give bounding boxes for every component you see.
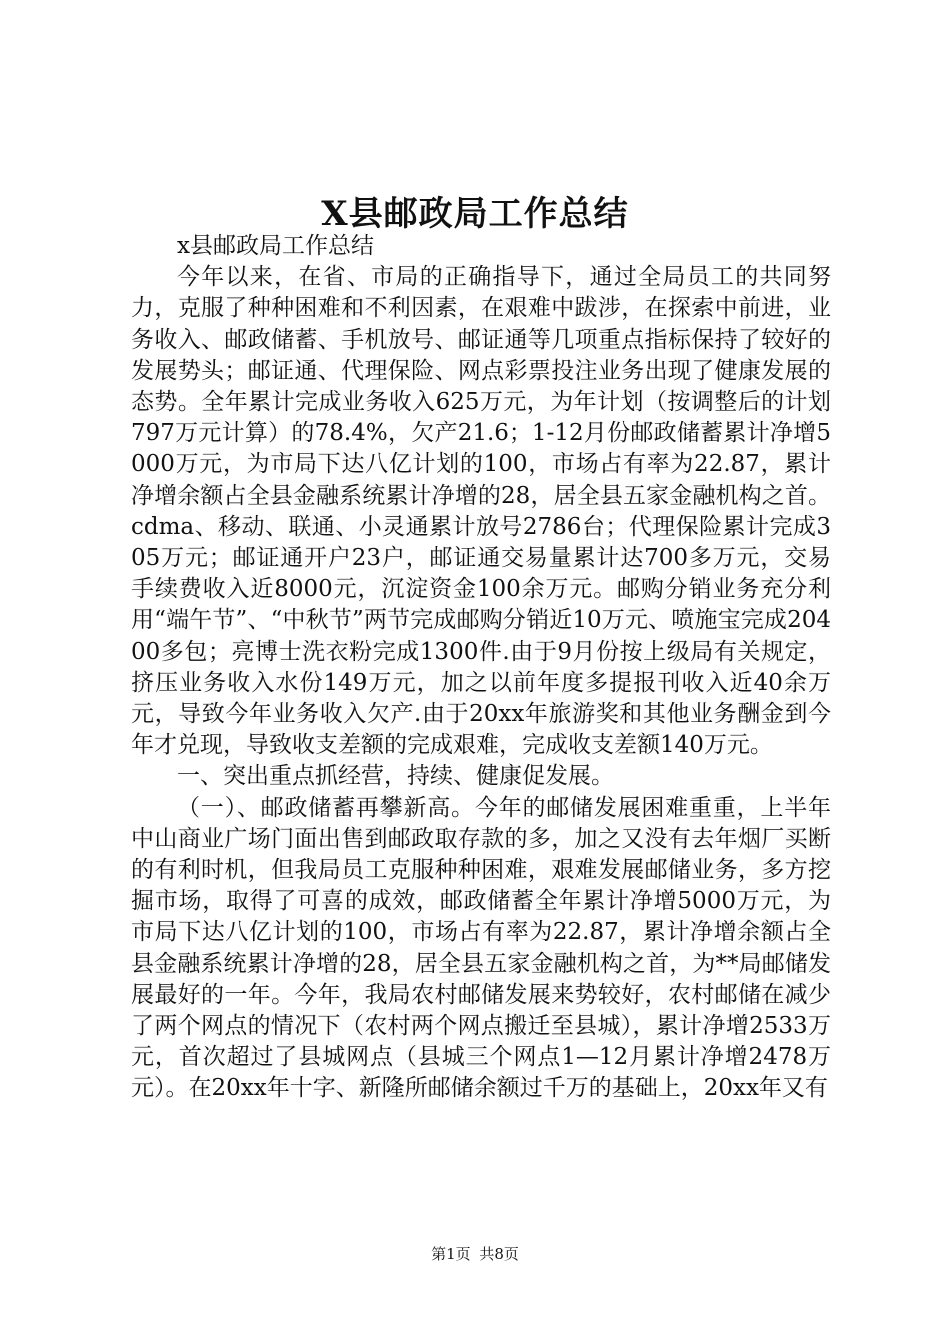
- page-footer: [0, 1243, 950, 1264]
- page-total: 共8页: [479, 1245, 519, 1263]
- savings-paragraph: （一）、邮政储蓄再攀新高。今年的邮储发展困难重重，上半年中山商业广场门面出售到邮政取存款的多，加之又没有去年烟厂买断的有利时机，但我局员工克服种种困难，艰难发展邮储业务，多方挖掘市场，取得了可喜的成效，邮政储蓄全年累计净增5000万元，为市局下达八亿计划的100，市场占有率为22.87，累计净增余额占全县金融系统累计净增的28，居全县五家金融机构之首，为**局邮储发展最好的一年。今年，我局农村邮储发展来势较好，农村邮储在减少了两个网点的情况下（农村两个网点搬迁至县城），累计净增2533万元，首次超过了县城网点（县城三个网点1—12月累计净增2478万元）。在20xx年十字、新隆所邮储余额过千万的基础上，20xx年又有: [131, 794, 831, 1102]
- document-body: [131, 231, 831, 1105]
- section-heading-paragraph: 一、突出重点抓经营，持续、健康促发展。: [177, 763, 614, 790]
- page-number: 第1页: [431, 1245, 471, 1263]
- document-title: X县邮政局工作总结: [321, 194, 629, 234]
- summary-paragraph: 今年以来，在省、市局的正确指导下，通过全局员工的共同努力，克服了种种困难和不利因素，在艰难中跋涉，在探索中前进，业务收入、邮政储蓄、手机放号、邮证通等几项重点指标保持了较好的发展势头；邮证通、代理保险、网点彩票投注业务出现了健康发展的态势。全年累计完成业务收入625万元，为年计划（按调整后的计划797万元计算）的78.4%，欠产21.6；1-12月份邮政储蓄累计净增5000万元，为市局下达八亿计划的100，市场占有率为22.87，累计净增余额占全县金融系统累计净增的28，居全县五家金融机构之首。cdma、移动、联通、小灵通累计放号2786台；代理保险累计完成305万元；邮证通开户23户，邮证通交易量累计达700多万元，交易手续费收入近8000元，沉淀资金100余万元。邮购分销业务充分利用“端午节”、“中秋节”两节完成邮购分销近10万元、喷施宝完成20400多包；亮博士洗衣粉完成1300件.由于9月份按上级局有关规定，挤压业务收入水份149万元，加之以前年度多提报刊收入近40余万元，导致今年业务收入欠产.由于20xx年旅游奖和其他业务酬金到今年才兑现，导致收支差额的完成艰难，完成收支差额140万元。: [131, 264, 831, 759]
- subtitle-paragraph: x县邮政局工作总结: [177, 233, 374, 259]
